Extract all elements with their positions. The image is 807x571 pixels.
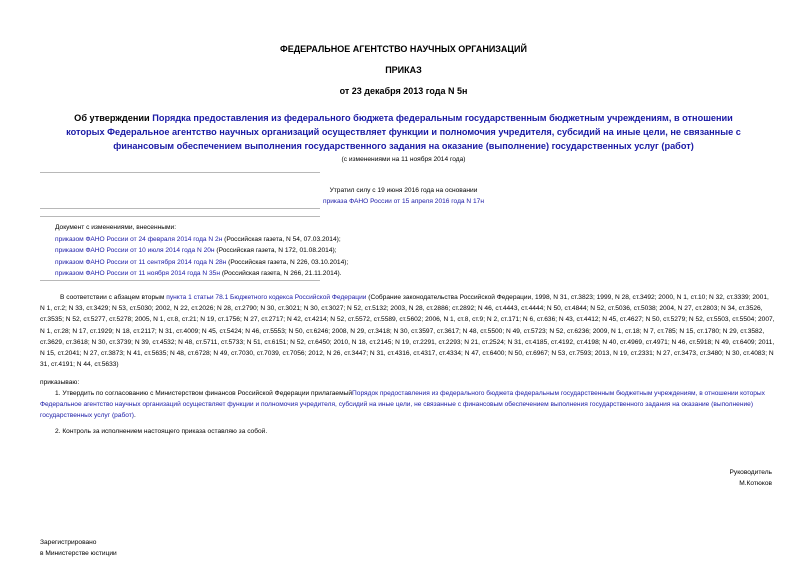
agency-name: ФЕДЕРАЛЬНОЕ АГЕНТСТВО НАУЧНЫХ ОРГАНИЗАЦИЙ — [280, 44, 527, 54]
title-order-link[interactable]: Порядка предоставления из федерального бюджета федеральным государственным бюджетным учреждениям, в отношении которых Федеральное агентство научных организаций осуществляет функции и полномочия учредителя, субсидий на иные цели, не связанные с финансовым обеспечением выполнения государственного задания на оказание (выполнение) государственных услуг (работ) — [66, 113, 741, 151]
divider — [40, 172, 320, 173]
amendment-link[interactable]: приказом ФАНО России от 11 сентября 2014 года N 28н — [55, 258, 227, 266]
changes-note: (с изменениями на 11 ноября 2014 года) — [341, 156, 466, 163]
document-date-number: от 23 декабря 2013 года N 5н — [339, 86, 468, 96]
divider — [40, 208, 320, 209]
lost-force-link[interactable]: приказа ФАНО России от 15 апреля 2016 года N 17н — [323, 198, 484, 205]
document-title — [55, 111, 752, 153]
amendments-header: Документ с изменениями, внесенными: — [55, 224, 177, 231]
budget-code-link[interactable]: пункта 1 статьи 78.1 Бюджетного кодекса Российской Федерации — [166, 294, 367, 301]
list-item — [55, 245, 348, 257]
document-type: ПРИКАЗ — [385, 65, 422, 75]
registration-block — [40, 537, 117, 559]
body-paragraph-item-1 — [40, 388, 775, 422]
paragraph-text: В соответствии с абзацем вторым — [60, 294, 167, 301]
list-item — [55, 257, 348, 269]
amendment-link[interactable]: приказом ФАНО России от 24 февраля 2014 года N 2н — [55, 235, 223, 243]
registration-line: в Министерстве юстиции — [40, 550, 117, 557]
signer-name: М.Котюков — [739, 480, 772, 487]
order-word: приказываю: — [40, 379, 80, 386]
amendment-source: (Российская газета, N 172, 01.08.2014); — [214, 247, 337, 254]
title-prefix: Об утверждении — [74, 113, 153, 123]
body-paragraph-item-2: 2. Контроль за исполнением настоящего приказа оставляю за собой. — [55, 428, 268, 435]
amendment-link[interactable]: приказом ФАНО России от 11 ноября 2014 года N 35н — [55, 270, 220, 277]
list-item — [55, 234, 348, 246]
list-item — [55, 268, 348, 280]
signature-block — [730, 467, 772, 489]
paragraph-text: (Собрание законодательства Российской Федерации, 1998, N 31, ст.3823; 1999, N 28, ст.3492; 2000, N 1, ст.10; N 32, ст.3339; 2001, N 1, ст.2; N 33, ст.3429; N 53, ст.5030; 2002, N 22, ст.2026; N 28, ст.2790; N 30, ст.3021; N 30, ст.3027; N 52, ст.5132; 2003, N 28, ст.2886; ст.2892; N 46, ст.4443, ст.4444; N 50, ст.4844; N 52, ст.5036, ст.5038; 2004, N 27, ст.2803; N 34, ст.3526, ст.3535; N 52, ст.5277, ст.5278; 2005, N 1, ст.8, ст.21; N 19, ст.1756; N 27, ст.2717; N 42, ст.4214; N 52, ст.5572, ст.5589, ст.5602; 2006, N 1, ст.8, ст.9; N 2, ст.171; N 6, ст.636; N 43, ст.4412; N 45, ст.4627; N 50, ст.5279; N 52, ст.5503, ст.5504; 2007, N 1, ст.28; N 17, ст.1929; N 18, ст.2117; N 31, ст.4009; N 45, ст.5424; N 46, ст.5553; N 50, ст.6246; 2008, N 29, ст.3418; N 30, ст.3597, ст.3617; N 48, ст.5500; N 49, ст.5723; N 52, ст.6236; 2009, N 1, ст.18; N 7, ст.785; N 15, ст.1780; N 29, ст.3582, ст.3629, ст.3618; N 30, ст.3739; N 39, ст.4532; N 48, ст.5711, ст.5733; N 51, ст.6151; N 52, ст.6450; 2010, N 18, ст.2145; N 19, ст.2291, ст.2293; N 21, ст.2524; N 31, ст.4185, ст.4192, ст.4198; N 40, ст.4969, ст.4971; N 46, ст.5918; N 49, ст.6409; 2011, N 15, ст.2041; N 27, ст.3873; N 41, ст.5635; N 48, ст.6728; N 49, ст.7030, ст.7039, ст.7056; 2012, N 26, ст.3447; N 31, ст.4316, ст.4317, ст.4334; N 47, ст.6400; N 50, ст.6967; N 53, ст.7593; 2013, N 19, ст.2331; N 27, ст.3473, ст.3480; N 30, ст.4083; N 31, ст.4191; N 44, ст.5633) — [40, 294, 775, 369]
paragraph-text: . — [134, 412, 136, 420]
procedure-link[interactable]: Порядок предоставления из федерального бюджета федеральным государственным бюджетным учреждениям, в отношении которых Федеральное агентство научных организаций осуществляет функции и полномочия учредителя, субсидий на иные цели, не связанные с финансовым обеспечением выполнения государственного задания на оказание (выполнение) государственных услуг (работ) — [40, 390, 765, 420]
paragraph-text: 1. Утвердить по согласованию с Министерством финансов Российской Федерации прилагаемый — [55, 390, 353, 397]
lost-force-note — [0, 185, 807, 207]
amendment-source: (Российская газета, N 266, 21.11.2014). — [219, 270, 342, 277]
divider — [40, 280, 320, 281]
signer-position: Руководитель — [729, 469, 772, 476]
amendment-source: (Российская газета, N 54, 07.03.2014); — [222, 235, 341, 243]
divider — [40, 216, 320, 217]
amendment-link[interactable]: приказом ФАНО России от 10 июля 2014 года N 20н — [55, 247, 215, 254]
body-paragraph-1 — [40, 292, 775, 370]
amendment-source: (Российская газета, N 226, 03.10.2014); — [226, 258, 349, 266]
registration-line: Зарегистрировано — [40, 539, 97, 546]
lost-force-text: Утратил силу с 19 июня 2016 года на основании — [329, 187, 478, 194]
amendments-list — [55, 222, 348, 280]
